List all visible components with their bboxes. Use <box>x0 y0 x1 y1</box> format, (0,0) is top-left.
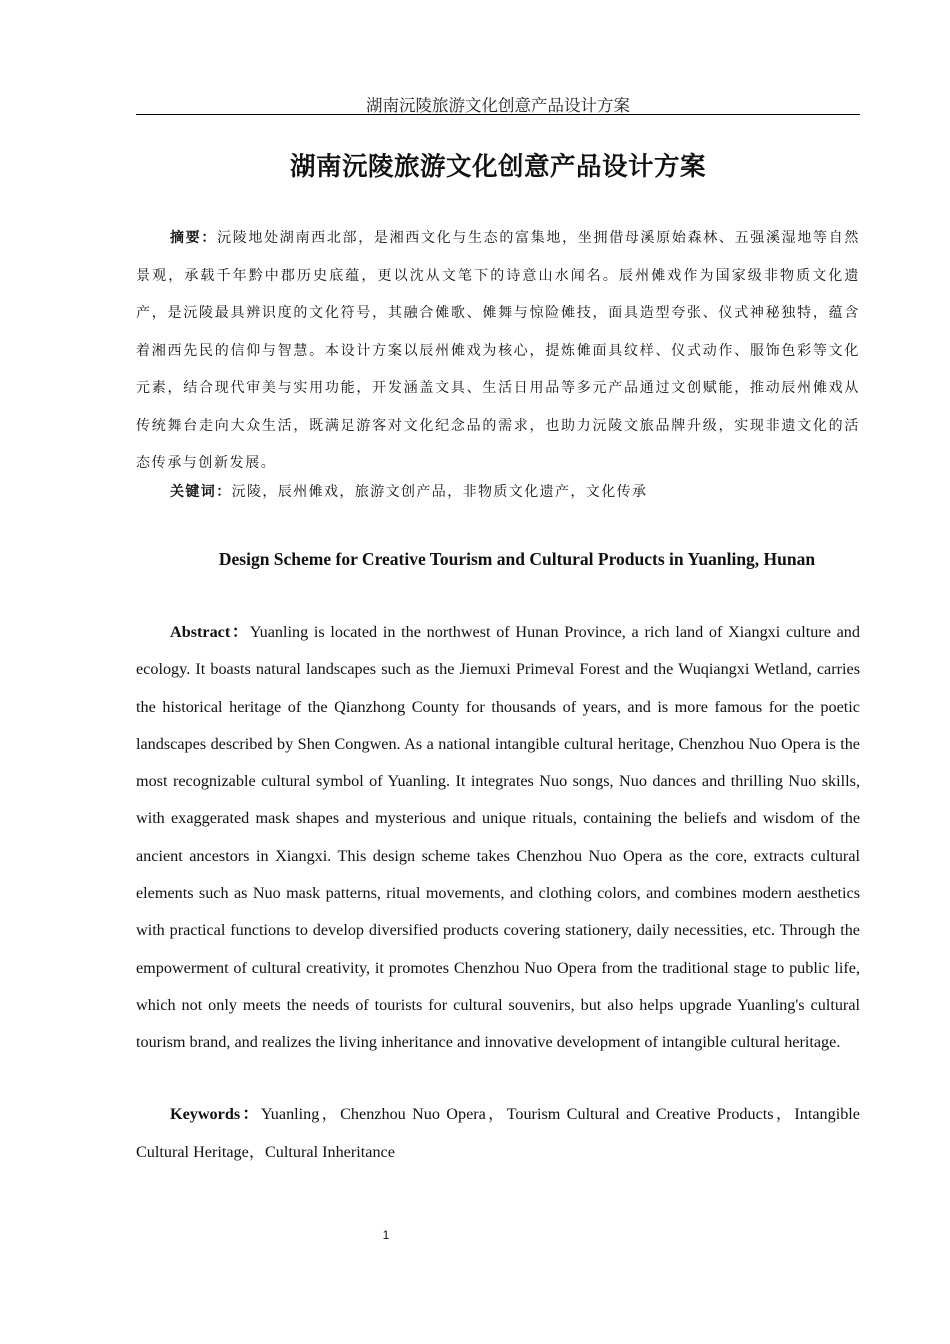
header-divider <box>136 114 860 115</box>
english-abstract <box>136 614 860 1062</box>
chinese-abstract-text: 沅陵地处湖南西北部，是湘西文化与生态的富集地，坐拥借母溪原始森林、五强溪湿地等自然景观，承载千年黔中郡历史底蕴，更以沈从文笔下的诗意山水闻名。辰州傩戏作为国家级非物质文化遗产，是沅陵最具辨识度的文化符号，其融合傩歌、傩舞与惊险傩技，面具造型夸张、仪式神秘独特，蕴含着湘西先民的信仰与智慧。本设计方案以辰州傩戏为核心，提炼傩面具纹样、仪式动作、服饰色彩等文化元素，结合现代审美与实用功能，开发涵盖文具、生活日用品等多元产品通过文创赋能，推动辰州傩戏从传统舞台走向大众生活，既满足游客对文化纪念品的需求，也助力沅陵文旅品牌升级，实现非遗文化的活态传承与创新发展。 <box>136 230 860 471</box>
english-abstract-text: Yuanling is located in the northwest of Hunan Province, a rich land of Xiangxi culture and ecology. It boasts natural landscapes such as the Jiemuxi Primeval Forest and the Wuqiangxi Wetland, carries the historical heritage of the Qianzhong County for thousands of years, and is more famous for the poetic landscapes described by Shen Congwen. As a national intangible cultural heritage, Chenzhou Nuo Opera is the most recognizable cultural symbol of Yuanling. It integrates Nuo songs, Nuo dances and thrilling Nuo skills, with exaggerated mask shapes and mysterious and unique rituals, containing the beliefs and wisdom of the ancient ancestors in Xiangxi. This design scheme takes Chenzhou Nuo Opera as the core, extracts cultural elements such as Nuo mask patterns, ritual movements, and clothing colors, and combines modern aesthetics with practical functions to develop diversified products covering stationery, daily necessities, etc. Through the empowerment of cultural creativity, it promotes Chenzhou Nuo Opera from the traditional stage to public life, which not only meets the needs of tourists for cultural souvenirs, but also helps upgrade Yuanling's cultural tourism brand, and realizes the living inheritance and innovative development of intangible cultural heritage. <box>136 623 860 1052</box>
english-title: Design Scheme for Creative Tourism and Cultural Products in Yuanling, Hunan <box>218 549 816 569</box>
chinese-keywords-text: 沅陵，辰州傩戏，旅游文创产品，非物质文化遗产，文化传承 <box>231 484 648 500</box>
chinese-abstract <box>136 220 860 483</box>
chinese-title: 湖南沅陵旅游文化创意产品设计方案 <box>289 152 706 182</box>
english-keywords-text: Yuanling，Chenzhou Nuo Opera，Tourism Cultural and Creative Products，Intangible Cultural Heritage，Cultural Inheritance <box>136 1105 860 1161</box>
chinese-keywords-label: 关键词： <box>170 484 232 500</box>
chinese-keywords <box>136 474 860 512</box>
chinese-abstract-label: 摘要： <box>170 230 218 246</box>
english-keywords-label: Keywords： <box>170 1105 261 1123</box>
english-keywords <box>136 1096 860 1171</box>
running-header: 湖南沅陵旅游文化创意产品设计方案 <box>366 96 630 115</box>
page-number: 1 <box>382 1228 390 1242</box>
english-abstract-label: Abstract： <box>170 623 250 641</box>
